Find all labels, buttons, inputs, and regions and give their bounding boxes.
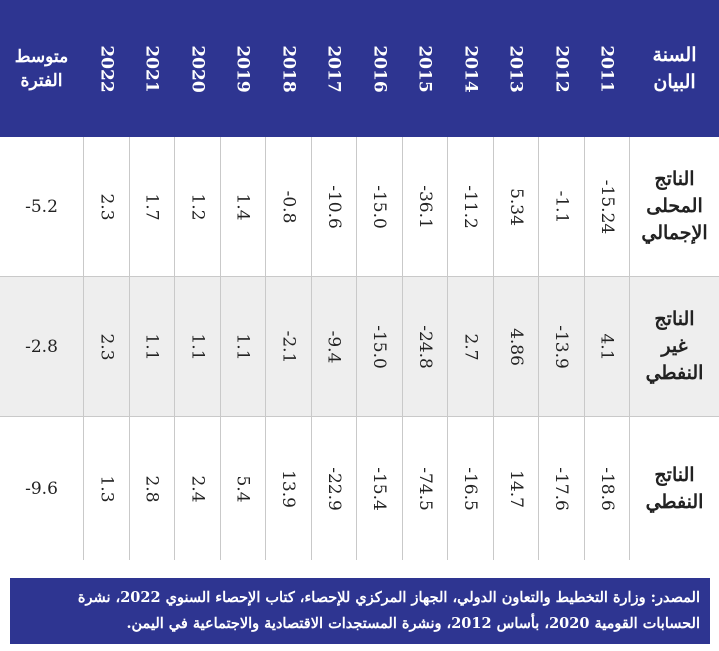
value: -18.6 <box>596 466 617 511</box>
value: -36.1 <box>414 184 435 229</box>
value-cell <box>493 417 539 560</box>
avg-cell <box>0 277 83 416</box>
value-cell <box>311 277 357 416</box>
row-label-cell <box>629 277 719 416</box>
value-cell <box>402 137 448 276</box>
value: -2.1 <box>278 330 299 363</box>
value: -9.4 <box>323 330 344 363</box>
value: -15.0 <box>369 184 390 229</box>
value-cell <box>129 417 175 560</box>
value: -17.6 <box>551 466 572 511</box>
value-cell <box>447 137 493 276</box>
header-year: 2019 <box>232 44 253 93</box>
value: 2.4 <box>187 474 208 503</box>
header-year: 2014 <box>460 44 481 93</box>
value: 4.1 <box>596 332 617 361</box>
header-year: 2011 <box>596 44 617 93</box>
value-cell <box>356 137 402 276</box>
value: 4.86 <box>505 327 526 366</box>
table-row <box>0 417 719 560</box>
value: 5.34 <box>505 187 526 226</box>
value: 14.7 <box>505 469 526 508</box>
value-cell <box>584 417 630 560</box>
value: 1.1 <box>232 332 253 361</box>
value-cell <box>174 417 220 560</box>
avg-cell <box>0 137 83 276</box>
value-cell <box>83 137 129 276</box>
value-cell <box>311 137 357 276</box>
value: 1.1 <box>141 332 162 361</box>
value-cell <box>83 277 129 416</box>
header-year: 2017 <box>323 44 344 93</box>
value: -74.5 <box>414 466 435 511</box>
value-cell <box>174 277 220 416</box>
value-cell <box>447 277 493 416</box>
value: -15.0 <box>369 324 390 369</box>
value-cell <box>265 417 311 560</box>
value-cell <box>265 137 311 276</box>
value-cell <box>174 137 220 276</box>
value: -0.8 <box>278 190 299 223</box>
avg-value: -2.8 <box>25 336 58 357</box>
value: -13.9 <box>551 324 572 369</box>
value: 1.4 <box>232 192 253 221</box>
header-year: 2015 <box>414 44 435 93</box>
avg-cell <box>0 417 83 560</box>
value-cell <box>493 277 539 416</box>
row-label: الناتج المحلى الإجمالي <box>641 168 708 244</box>
row-label-cell <box>629 137 719 276</box>
header-year-cell <box>538 0 584 137</box>
value-cell <box>220 417 266 560</box>
value: -11.2 <box>460 184 481 229</box>
header-year-cell <box>447 0 493 137</box>
value-cell <box>356 277 402 416</box>
value-cell <box>265 277 311 416</box>
value-cell <box>356 417 402 560</box>
header-year: 2013 <box>505 44 526 93</box>
value-cell <box>584 277 630 416</box>
source-note: المصدر: وزارة التخطيط والتعاون الدولي، الجهاز المركزي للإحصاء، كتاب الإحصاء السنوي 2022، نشرة الحسابات القومية 2020، بأساس 2012، ونشرة المستجدات الاقتصادية والاجتماعية في اليمن. <box>10 578 710 644</box>
value: 1.7 <box>141 192 162 221</box>
header-year: 2016 <box>369 44 390 93</box>
header-avg-cell <box>0 0 83 137</box>
header-year-cell <box>356 0 402 137</box>
avg-value: -5.2 <box>25 196 58 217</box>
value: 13.9 <box>278 469 299 508</box>
value: 1.1 <box>187 332 208 361</box>
value: 5.4 <box>232 474 253 503</box>
value-cell <box>447 417 493 560</box>
value-cell <box>220 277 266 416</box>
value: 2.3 <box>96 332 117 361</box>
value: 2.8 <box>141 474 162 503</box>
value: -1.1 <box>551 190 572 223</box>
row-label: الناتج غير النفطي <box>645 308 704 384</box>
value: -10.6 <box>323 184 344 229</box>
header-year-cell <box>402 0 448 137</box>
row-label: الناتج النفطي <box>645 463 704 513</box>
header-year: 2012 <box>551 44 572 93</box>
header-year-cell <box>311 0 357 137</box>
value-cell <box>402 417 448 560</box>
header-year-cell <box>493 0 539 137</box>
header-year: 2020 <box>187 44 208 93</box>
header-year-cell <box>174 0 220 137</box>
value-cell <box>538 277 584 416</box>
value: 1.2 <box>187 192 208 221</box>
value: -15.4 <box>369 466 390 511</box>
table-row <box>0 277 719 417</box>
value-cell <box>129 137 175 276</box>
value-cell <box>129 277 175 416</box>
value-cell <box>538 137 584 276</box>
value-cell <box>220 137 266 276</box>
header-year-cell <box>129 0 175 137</box>
value: -16.5 <box>460 466 481 511</box>
row-label-cell <box>629 417 719 560</box>
value-cell <box>584 137 630 276</box>
header-year-cell <box>220 0 266 137</box>
header-year-cell <box>584 0 630 137</box>
value: 1.3 <box>96 474 117 503</box>
value: -24.8 <box>414 324 435 369</box>
value: 2.7 <box>460 332 481 361</box>
avg-value: -9.6 <box>25 478 58 499</box>
value: -22.9 <box>323 466 344 511</box>
header-year: 2018 <box>278 44 299 93</box>
value: 2.3 <box>96 192 117 221</box>
value-cell <box>311 417 357 560</box>
header-year: 2022 <box>96 44 117 93</box>
header-year-cell <box>265 0 311 137</box>
value-cell <box>538 417 584 560</box>
header-label: السنة البيان <box>652 43 697 93</box>
value-cell <box>402 277 448 416</box>
header-label-cell <box>629 0 719 137</box>
header-year: 2021 <box>141 44 162 93</box>
value-cell <box>493 137 539 276</box>
value-cell <box>83 417 129 560</box>
value: -15.24 <box>596 179 617 234</box>
header-avg-label: متوسط الفترة <box>14 46 69 91</box>
header-year-cell <box>83 0 129 137</box>
table-header-row <box>0 0 719 137</box>
table-row <box>0 137 719 277</box>
